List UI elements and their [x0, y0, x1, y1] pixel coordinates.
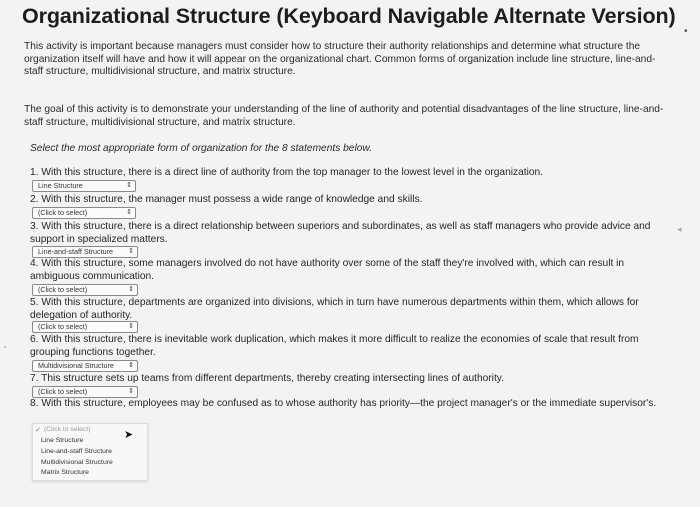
question-7: 7. This structure sets up teams from different departments, thereby creating intersecting lines of authority. [30, 373, 504, 384]
select-arrows-icon: ⇕ [128, 248, 134, 255]
answer-select-3-value: Line-and-staff Structure [38, 247, 113, 256]
question-3: 3. With this structure, there is a direct relationship between superiors and subordinates, as well as staff managers who provide advice and support in specialized matters. [30, 221, 651, 245]
edge-mark-icon: ▪ [4, 345, 7, 351]
answer-select-2-value: (Click to select) [38, 208, 88, 217]
dropdown-option-matrix-structure[interactable]: Matrix Structure [41, 469, 89, 476]
dropdown-option-multidivisional-structure[interactable]: Multidivisional Structure [41, 459, 113, 466]
question-4: 4. With this structure, some managers involved do not have authority over some of the staff they're involved with, which can result in ambiguous communication. [30, 258, 625, 282]
answer-select-4-value: (Click to select) [38, 285, 88, 294]
select-arrows-icon: ⇕ [126, 209, 132, 216]
dropdown-option-click-to-select[interactable]: (Click to select) [44, 426, 91, 433]
check-icon: ✓ [35, 427, 41, 434]
question-1: 1. With this structure, there is a direct line of authority from the top manager to the lowest level in the organization. [30, 167, 544, 178]
answer-select-3[interactable] [32, 246, 138, 258]
select-arrows-icon: ⇕ [126, 182, 132, 189]
corner-dot-icon: • [684, 26, 688, 37]
select-arrows-icon: ⇕ [128, 286, 134, 293]
question-5: 5. With this structure, departments are organized into divisions, which in turn have numerous departments within them, which allows for delegation of authority. [30, 297, 639, 321]
mouse-pointer-icon: ➤ [124, 429, 134, 441]
select-arrows-icon: ⇕ [128, 388, 134, 395]
question-2: 2. With this structure, the manager must possess a wide range of knowledge and skills. [30, 194, 423, 205]
answer-select-4[interactable] [32, 284, 138, 296]
answer-select-7[interactable] [32, 386, 138, 398]
answer-select-5[interactable] [32, 321, 138, 333]
dropdown-option-line-structure[interactable]: Line Structure [41, 437, 84, 444]
answer-select-5-value: (Click to select) [38, 322, 88, 331]
answer-select-1-value: Line Structure [38, 181, 83, 190]
scroll-mark-icon: ◂ [677, 224, 682, 234]
intro-paragraph: This activity is important because managers must consider how to structure their authority relationships and determine what structure the organization itself will have and how it will appear on the organizational chart. Common forms of organization include line structure, line-and-staff structure, multidivisional structure, and matrix structure. [24, 41, 656, 77]
select-arrows-icon: ⇕ [128, 362, 134, 369]
question-6: 6. With this structure, there is inevitable work duplication, which makes it more difficult to realize the economies of scale that result from grouping functions together. [30, 334, 639, 358]
question-8: 8. With this structure, employees may be confused as to whose authority has priority—the project manager's or the immediate supervisor's. [30, 398, 657, 409]
goal-paragraph: The goal of this activity is to demonstrate your understanding of the line of authority and potential disadvantages of the line structure, line-and-staff structure, multidivisional structure, and matrix structure. [24, 104, 664, 128]
answer-select-1[interactable] [32, 180, 136, 192]
dropdown-option-line-and-staff-structure[interactable]: Line-and-staff Structure [41, 448, 112, 455]
answer-select-2[interactable] [32, 207, 136, 219]
page-title: Organizational Structure (Keyboard Navigable Alternate Version) [22, 4, 676, 28]
select-arrows-icon: ⇕ [128, 323, 134, 330]
answer-select-7-value: (Click to select) [38, 387, 88, 396]
instructions: Select the most appropriate form of organization for the 8 statements below. [30, 143, 373, 154]
answer-select-6[interactable] [32, 360, 138, 372]
answer-select-6-value: Multidivisional Structure [38, 361, 114, 370]
